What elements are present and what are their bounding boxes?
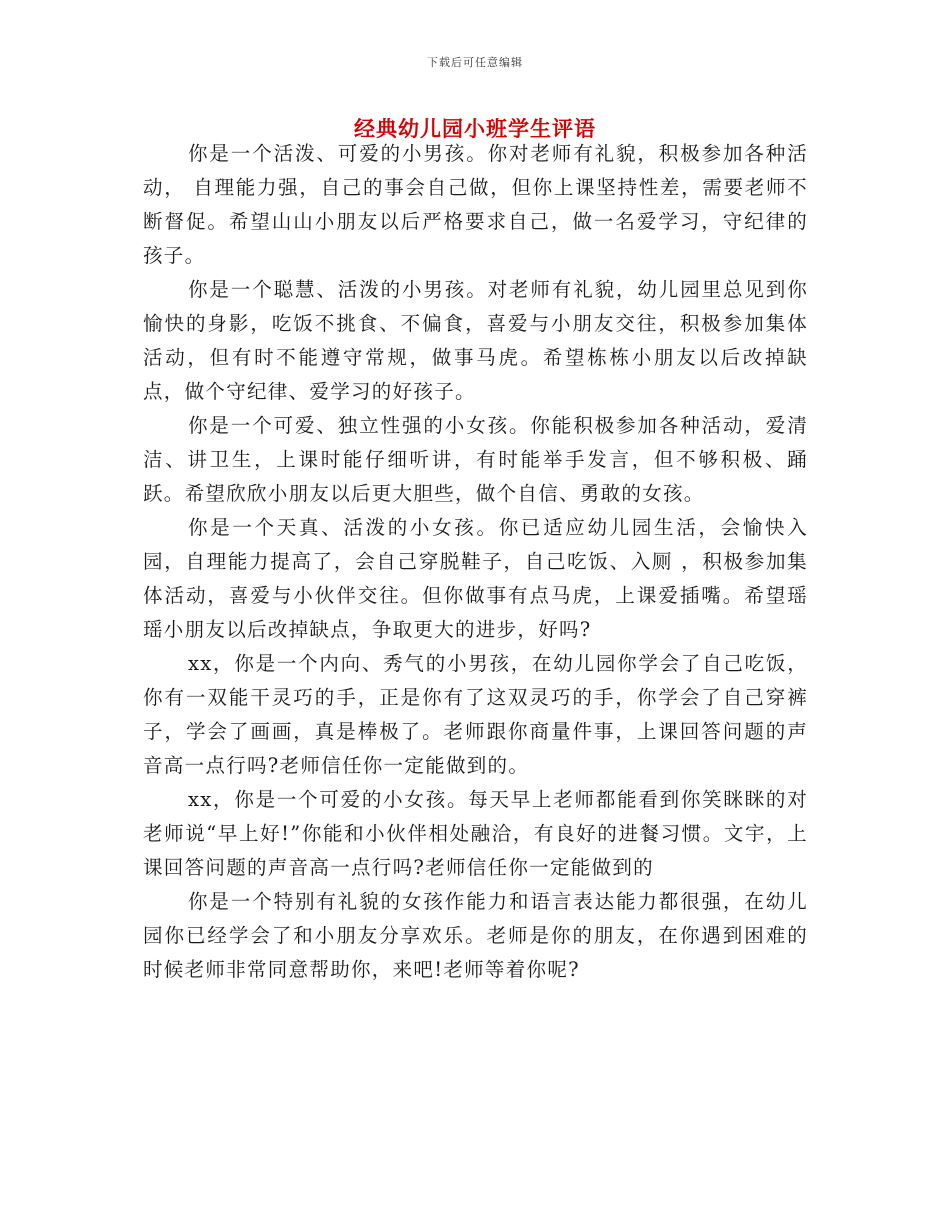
comment-paragraph-1: 你是一个活泼、可爱的小男孩。你对老师有礼貌，积极参加各种活动， 自理能力强，自己的事会自己做，但你上课坚持性差，需要老师不断督促。希望山山小朋友以后严格要求自己，做一名爱学习，守纪律的孩子。: [143, 142, 808, 267]
document-title: 经典幼儿园小班学生评语: [354, 116, 596, 141]
comment-paragraph-6: xx，你是一个可爱的小女孩。每天早上老师都能看到你笑眯眯的对老师说“早上好!”你能和小伙伴相处融洽，有良好的进餐习惯。文宇，上课回答问题的声音高一点行吗?老师信任你一定能做到的: [143, 788, 808, 879]
comment-paragraph-2: 你是一个聪慧、活泼的小男孩。对老师有礼貌，幼儿园里总见到你愉快的身影，吃饭不挑食、不偏食，喜爱与小朋友交往，积极参加集体活动，但有时不能遵守常规，做事马虎。希望栋栋小朋友以后改掉缺点，做个守纪律、爱学习的好孩子。: [143, 278, 808, 403]
comment-paragraph-3: 你是一个可爱、独立性强的小女孩。你能积极参加各种活动，爱清洁、讲卫生，上课时能仔细听讲，有时能举手发言，但不够积极、踊跃。希望欣欣小朋友以后更大胆些，做个自信、勇敢的女孩。: [143, 414, 808, 505]
comment-paragraph-7: 你是一个特别有礼貌的女孩作能力和语言表达能力都很强，在幼儿园你已经学会了和小朋友分享欢乐。老师是你的朋友，在你遇到困难的时候老师非常同意帮助你，来吧!老师等着你呢?: [143, 890, 808, 981]
comment-paragraph-5: xx，你是一个内向、秀气的小男孩，在幼儿园你学会了自己吃饭，你有一双能干灵巧的手，正是你有了这双灵巧的手，你学会了自己穿裤子，学会了画画，真是棒极了。老师跟你商量件事，上课回答问题的声音高一点行吗?老师信任你一定能做到的。: [143, 652, 808, 777]
comment-paragraph-4: 你是一个天真、活泼的小女孩。你已适应幼儿园生活，会愉快入园，自理能力提高了，会自己穿脱鞋子，自己吃饭、入厕 ，积极参加集体活动，喜爱与小伙伴交往。但你做事有点马虎，上课爱插嘴。希望瑶瑶小朋友以后改掉缺点，争取更大的进步，好吗?: [143, 516, 808, 641]
header-note: 下载后可任意编辑: [427, 56, 523, 69]
document-body: [143, 137, 808, 987]
